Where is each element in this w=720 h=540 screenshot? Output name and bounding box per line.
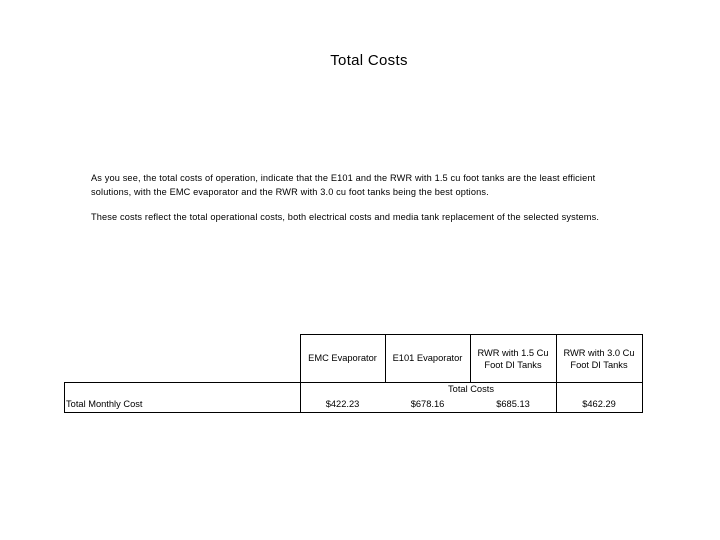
value-rwr-3-0: $462.29 bbox=[582, 399, 616, 409]
column-header-line: Foot DI Tanks bbox=[484, 360, 542, 370]
value-rwr-1-5: $685.13 bbox=[496, 399, 530, 409]
column-header-line: E101 Evaporator bbox=[392, 353, 463, 363]
column-header-emc bbox=[300, 352, 385, 364]
group-label-total-costs: Total Costs bbox=[448, 384, 494, 394]
column-header-line: Foot DI Tanks bbox=[570, 360, 628, 370]
column-header-rwr-3-0 bbox=[556, 347, 642, 371]
column-header-line: RWR with 1.5 Cu bbox=[477, 348, 549, 358]
summary-paragraph: As you see, the total costs of operation, indicate that the E101 and the RWR with 1.5 cu foot tanks are the least efficient solutions, with the EMC evaporator and the RWR with 3.0 cu foot tanks being the best options. bbox=[91, 173, 596, 197]
column-header-rwr-1-5 bbox=[470, 347, 556, 371]
column-header-line: RWR with 3.0 Cu bbox=[563, 348, 635, 358]
row-label-total-monthly-cost: Total Monthly Cost bbox=[66, 399, 143, 409]
slide-title: Total Costs bbox=[330, 52, 408, 69]
value-e101: $678.16 bbox=[410, 399, 445, 409]
table-right-border bbox=[642, 334, 643, 412]
column-header-e101 bbox=[385, 352, 470, 364]
table-bottom-border bbox=[64, 412, 643, 413]
column-header-line: EMC Evaporator bbox=[308, 353, 377, 363]
value-emc: $422.23 bbox=[325, 399, 360, 409]
table-top-border bbox=[300, 334, 643, 335]
costs-note-paragraph: These costs reflect the total operational costs, both electrical costs and media tank replacement of the selected systems. bbox=[91, 212, 600, 222]
table-left-border bbox=[64, 382, 65, 412]
